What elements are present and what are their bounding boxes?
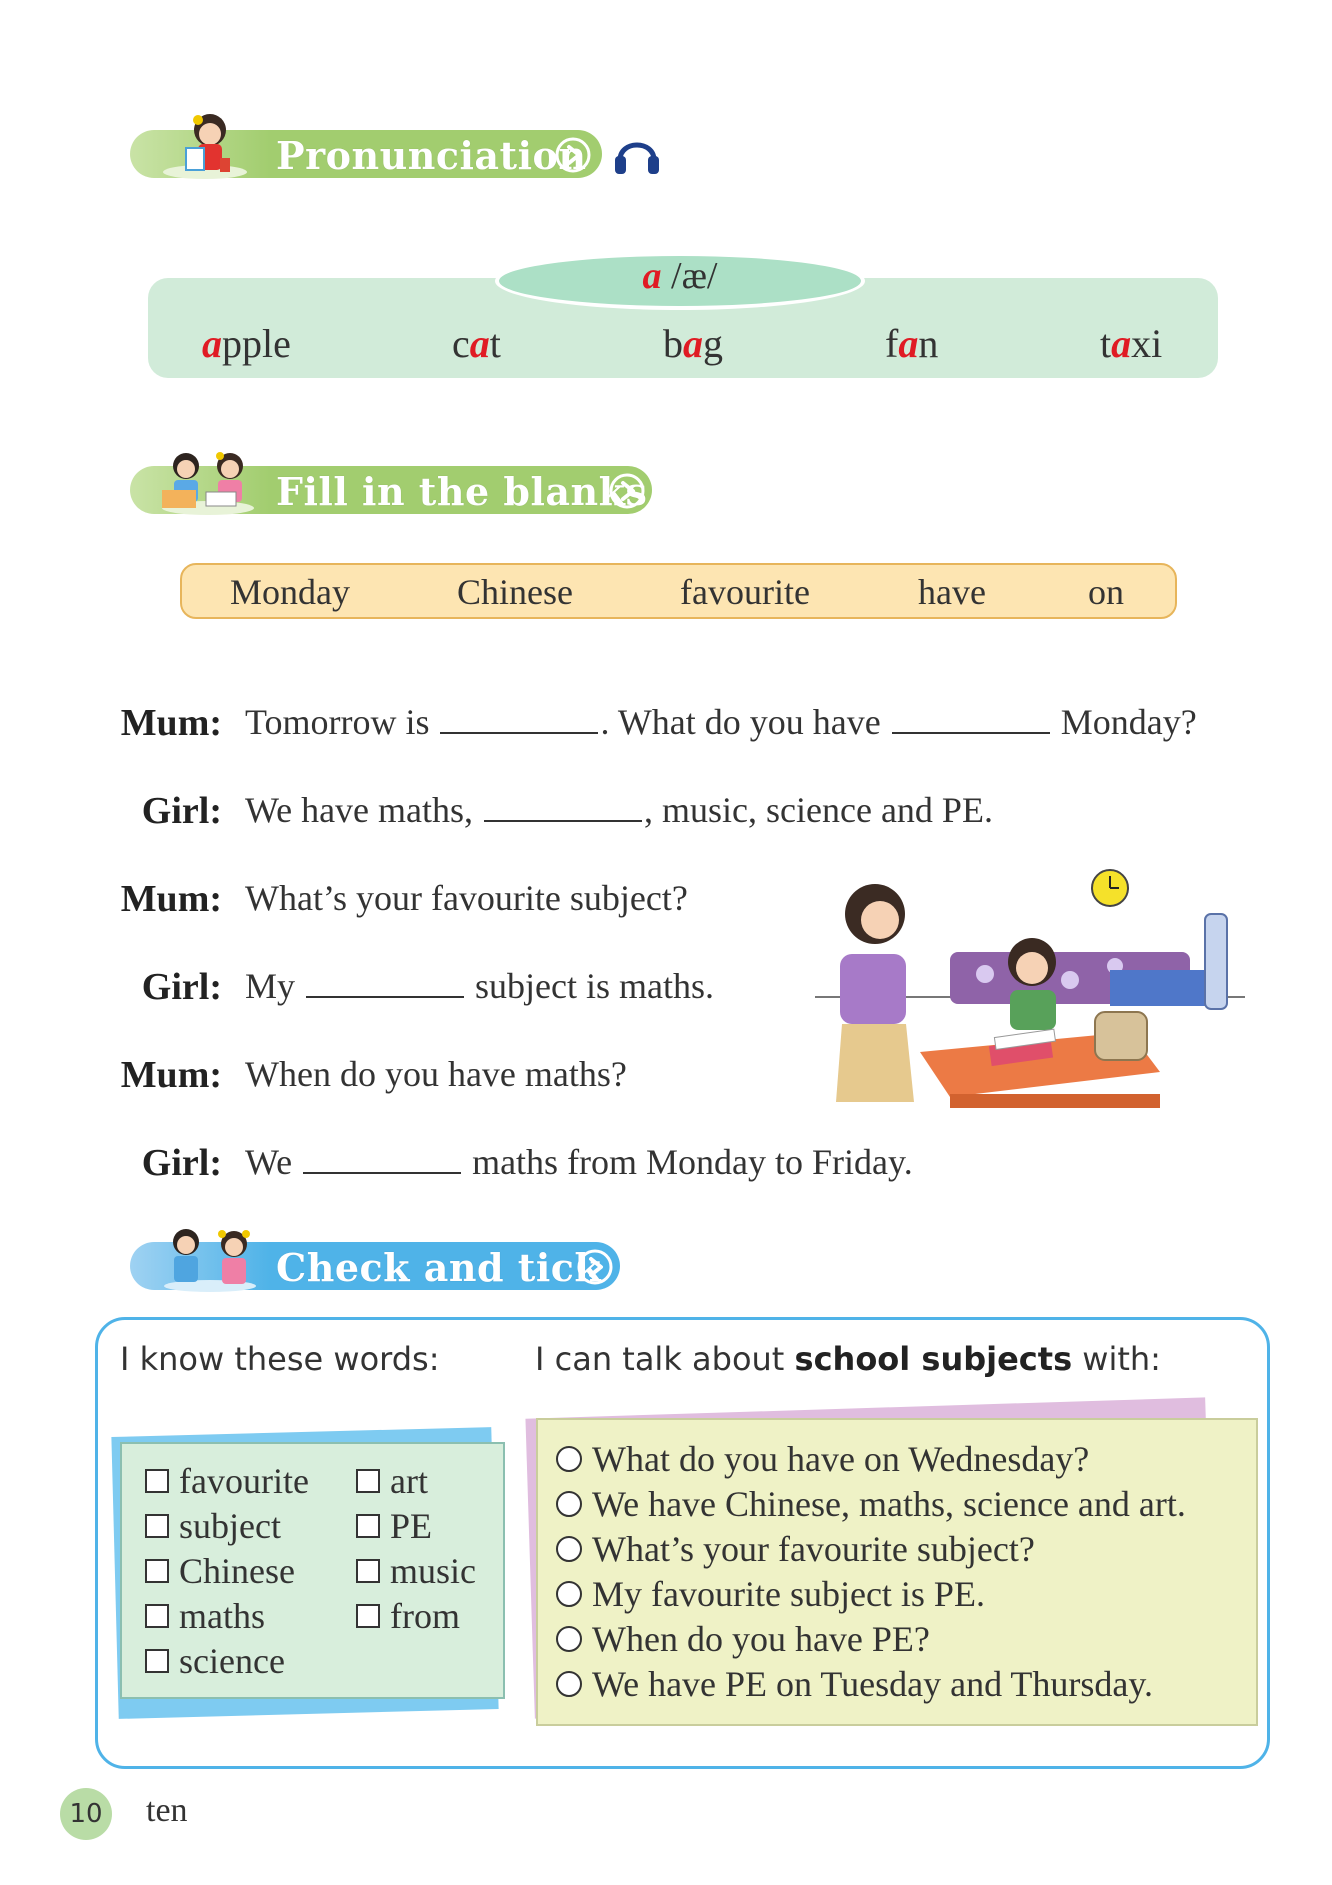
- line-text: maths from Monday to Friday.: [472, 1142, 913, 1182]
- sentence-radio-row[interactable]: [556, 1528, 1035, 1570]
- word-checkbox-row[interactable]: [145, 1505, 281, 1547]
- dialogue-line: [245, 789, 993, 831]
- sound-label: [495, 254, 865, 298]
- pron-word[interactable]: [202, 320, 291, 367]
- word-checkbox-row[interactable]: [356, 1550, 476, 1592]
- heading-text: I can talk about: [535, 1340, 785, 1378]
- section-title: Pronunciation: [276, 133, 587, 178]
- checkbox-label: science: [179, 1641, 285, 1681]
- mum-and-girl-illustration: [810, 862, 1250, 1112]
- checkbox[interactable]: [145, 1649, 169, 1673]
- children-reading-icon: [150, 446, 270, 516]
- line-text: , music, science and PE.: [644, 790, 993, 830]
- dialogue-line: [245, 1141, 913, 1183]
- section-title: Fill in the blanks: [276, 469, 648, 514]
- play-arrow-icon[interactable]: [608, 472, 646, 510]
- word-part: c: [452, 321, 470, 366]
- fill-blanks-banner: [130, 466, 652, 514]
- answer-blank[interactable]: [306, 968, 464, 998]
- check-tick-banner: [130, 1242, 620, 1290]
- page-number: 10: [60, 1788, 112, 1840]
- children-waving-icon: [150, 1222, 270, 1292]
- word-part: b: [663, 321, 683, 366]
- radio-circle[interactable]: [556, 1626, 582, 1652]
- checkbox-label: from: [390, 1596, 460, 1636]
- radio-label: What do you have on Wednesday?: [592, 1439, 1090, 1479]
- words-heading: I know these words:: [120, 1340, 440, 1378]
- heading-text: with:: [1082, 1340, 1161, 1378]
- checkbox[interactable]: [145, 1559, 169, 1583]
- bank-word: Monday: [230, 572, 350, 612]
- checkbox-label: maths: [179, 1596, 265, 1636]
- speaker-girl: Girl:: [141, 1142, 222, 1184]
- word-part: n: [918, 321, 939, 366]
- checkbox-label: Chinese: [179, 1551, 295, 1591]
- word-highlight: a: [898, 321, 919, 366]
- dialogue-line: What’s your favourite subject?: [245, 878, 688, 918]
- talk-heading: [535, 1340, 1161, 1378]
- radio-label: We have PE on Tuesday and Thursday.: [592, 1664, 1154, 1704]
- checkbox-label: art: [390, 1461, 428, 1501]
- sentence-radio-row[interactable]: [556, 1618, 930, 1660]
- word-highlight: a: [469, 321, 490, 366]
- pron-word[interactable]: [1100, 320, 1162, 367]
- word-checkbox-row[interactable]: [145, 1595, 265, 1637]
- word-part: xi: [1131, 321, 1163, 366]
- word-highlight: a: [202, 321, 222, 366]
- pronunciation-banner: [130, 130, 602, 178]
- line-text: My: [245, 966, 296, 1006]
- word-part: t: [489, 321, 501, 366]
- girl-reading-icon: [150, 110, 270, 180]
- line-text: Monday?: [1060, 702, 1197, 742]
- speaker-mum: Mum:: [120, 1054, 222, 1096]
- radio-circle[interactable]: [556, 1536, 582, 1562]
- sound-phoneme: /æ/: [671, 255, 718, 297]
- checkbox[interactable]: [145, 1604, 169, 1628]
- sentence-radio-row[interactable]: [556, 1573, 985, 1615]
- radio-circle[interactable]: [556, 1581, 582, 1607]
- speaker-mum: Mum:: [120, 702, 222, 744]
- sentence-radio-row[interactable]: [556, 1663, 1153, 1705]
- heading-bold: school subjects: [794, 1340, 1073, 1378]
- checkbox[interactable]: [145, 1514, 169, 1538]
- dialogue-line: [245, 701, 1197, 743]
- radio-label: When do you have PE?: [592, 1619, 930, 1659]
- checkbox[interactable]: [356, 1469, 380, 1493]
- dialogue-line: When do you have maths?: [245, 1054, 627, 1094]
- line-text: Tomorrow is: [245, 702, 430, 742]
- word-checkbox-row[interactable]: [356, 1460, 428, 1502]
- radio-label: We have Chinese, maths, science and art.: [592, 1484, 1186, 1524]
- play-arrow-icon[interactable]: [554, 136, 592, 174]
- speaker-girl: Girl:: [141, 790, 222, 832]
- answer-blank[interactable]: [892, 704, 1050, 734]
- word-highlight: a: [1111, 321, 1132, 366]
- sentence-radio-row[interactable]: [556, 1438, 1089, 1480]
- word-part: pple: [222, 321, 291, 366]
- bank-word: have: [918, 572, 986, 612]
- radio-circle[interactable]: [556, 1491, 582, 1517]
- checkbox[interactable]: [356, 1559, 380, 1583]
- radio-circle[interactable]: [556, 1446, 582, 1472]
- word-checkbox-row[interactable]: [356, 1595, 460, 1637]
- sound-letter: a: [642, 255, 662, 297]
- line-text: We: [245, 1142, 293, 1182]
- answer-blank[interactable]: [440, 704, 598, 734]
- answer-blank[interactable]: [484, 792, 642, 822]
- checkbox-label: PE: [390, 1506, 433, 1546]
- speaker-girl: Girl:: [141, 966, 222, 1008]
- pron-word[interactable]: [885, 320, 938, 367]
- line-text: . What do you have: [600, 702, 881, 742]
- checkbox[interactable]: [356, 1514, 380, 1538]
- word-checkbox-row[interactable]: [145, 1640, 285, 1682]
- radio-circle[interactable]: [556, 1671, 582, 1697]
- play-arrow-icon[interactable]: [576, 1248, 614, 1286]
- checkbox[interactable]: [356, 1604, 380, 1628]
- word-checkbox-row[interactable]: [145, 1550, 295, 1592]
- radio-label: What’s your favourite subject?: [592, 1529, 1035, 1569]
- checkbox[interactable]: [145, 1469, 169, 1493]
- bank-word: favourite: [680, 572, 810, 612]
- word-part: f: [885, 321, 899, 366]
- bank-word: Chinese: [457, 572, 573, 612]
- checkbox-label: subject: [179, 1506, 281, 1546]
- checkbox-label: music: [390, 1551, 476, 1591]
- sentence-radio-row[interactable]: [556, 1483, 1186, 1525]
- pron-word[interactable]: [452, 320, 501, 367]
- word-part: g: [703, 321, 723, 366]
- line-text: We have maths,: [245, 790, 474, 830]
- checkbox-label: favourite: [179, 1461, 309, 1501]
- section-title: Check and tick: [276, 1245, 602, 1290]
- page-number-word: ten: [146, 1792, 188, 1829]
- word-checkbox-row[interactable]: [145, 1460, 309, 1502]
- dialogue-line: [245, 965, 714, 1007]
- bank-word: on: [1088, 572, 1124, 612]
- answer-blank[interactable]: [303, 1144, 461, 1174]
- line-text: subject is maths.: [475, 966, 714, 1006]
- pron-word[interactable]: [663, 320, 723, 367]
- word-part: t: [1100, 321, 1112, 366]
- word-highlight: a: [683, 321, 703, 366]
- radio-label: My favourite subject is PE.: [592, 1574, 985, 1614]
- speaker-mum: Mum:: [120, 878, 222, 920]
- headphones-icon[interactable]: [612, 130, 662, 176]
- word-checkbox-row[interactable]: [356, 1505, 432, 1547]
